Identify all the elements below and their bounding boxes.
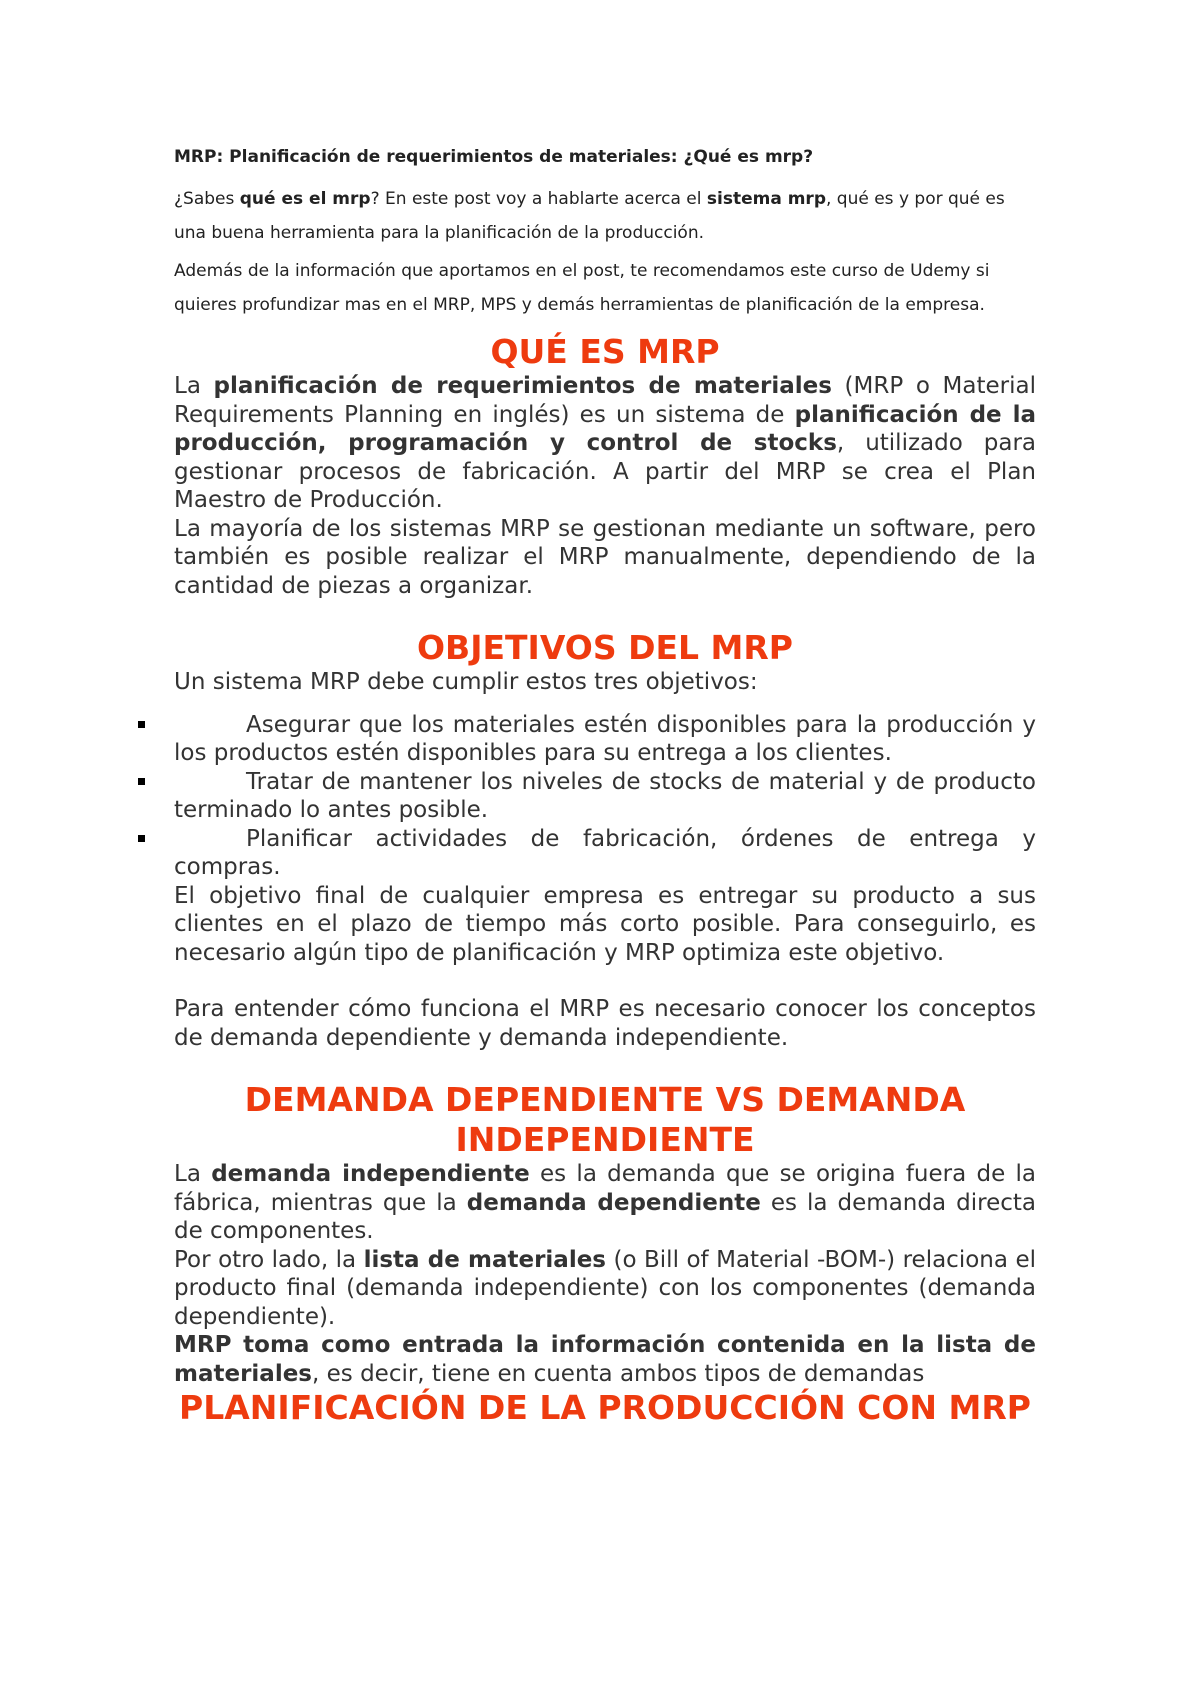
intro-paragraph-1: ¿Sabes qué es el mrp? En este post voy a hablarte acerca el sistema mrp, qué es y por qué es una buena herramienta para la planificación de la producción. <box>174 189 1005 243</box>
objetivos-paragraph-2: Para entender cómo funciona el MRP es necesario conocer los conceptos de demanda dependiente y demanda independiente. <box>174 996 1036 1051</box>
que-es-paragraph-2: La mayoría de los sistemas MRP se gestionan mediante un software, pero también es posible realizar el MRP manualmente, dependiendo de la cantidad de piezas a organizar. <box>174 515 1036 599</box>
intro-paragraph-2: Además de la información que aportamos en el post, te recomendamos este curso de Udemy si quieres profundizar mas en el MRP, MPS y demás herramientas de planificación de la empresa. <box>174 261 990 315</box>
demanda-paragraph-1: La demanda independiente es la demanda que se origina fuera de la fábrica, mientras que la demanda dependiente es la demanda directa de componentes. <box>174 1161 1036 1244</box>
bullet-icon <box>138 778 145 785</box>
document-title: MRP: Planificación de requerimientos de materiales: ¿Qué es mrp? <box>174 147 814 167</box>
list-item: Planificar actividades de fabricación, órdenes de entrega y compras. <box>174 825 1036 882</box>
demanda-paragraph-2: Por otro lado, la lista de materiales (o Bill of Material -BOM-) relaciona el producto final (demanda independiente) con los componentes (demanda dependiente). <box>174 1246 1036 1330</box>
que-es-paragraph-1: La planificación de requerimientos de materiales (MRP o Material Requirements Planning en inglés) es un sistema de planificación de la producción, programación y control de stocks, utilizado para gestionar procesos de fabricación. A partir del MRP se crea el Plan Maestro de Producción. <box>174 373 1037 513</box>
list-item: Asegurar que los materiales estén disponibles para la producción y los productos estén disponibles para su entrega a los clientes. <box>174 711 1036 768</box>
objetivos-list <box>174 711 1036 882</box>
demanda-paragraph-3: MRP toma como entrada la información contenida en la lista de materiales, es decir, tiene en cuenta ambos tipos de demandas <box>174 1332 1036 1387</box>
document-content <box>174 140 1036 1428</box>
objetivos-lead: Un sistema MRP debe cumplir estos tres objetivos: <box>174 669 758 695</box>
bullet-icon <box>138 721 145 728</box>
heading-objetivos: OBJETIVOS DEL MRP <box>417 628 793 667</box>
bullet-icon <box>138 835 145 842</box>
heading-demanda: DEMANDA DEPENDIENTE VS DEMANDA INDEPENDIENTE <box>244 1080 966 1159</box>
objetivos-paragraph-1: El objetivo final de cualquier empresa es entregar su producto a sus clientes en el plazo de tiempo más corto posible. Para conseguirlo, es necesario algún tipo de planificación y MRP optimiza este objetivo. <box>174 882 1036 966</box>
list-item: Tratar de mantener los niveles de stocks de material y de producto terminado lo antes posible. <box>174 768 1036 825</box>
heading-planificacion: PLANIFICACIÓN DE LA PRODUCCIÓN CON MRP <box>179 1388 1031 1427</box>
heading-que-es-mrp: QUÉ ES MRP <box>490 332 720 371</box>
